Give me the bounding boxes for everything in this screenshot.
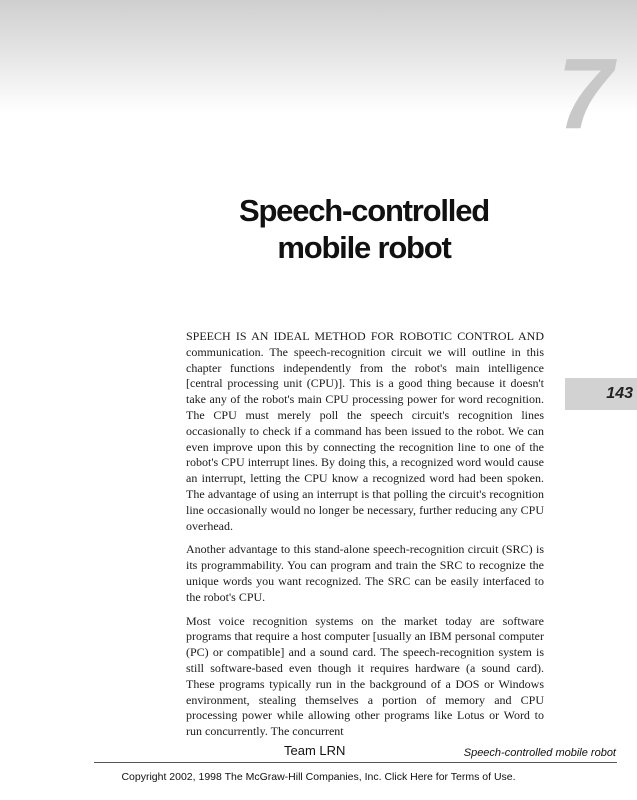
chapter-title-line-1: Speech-controlled bbox=[238, 193, 490, 228]
copyright-notice bbox=[0, 770, 637, 784]
paragraph: Another advantage to this stand-alone speech-recognition circuit (SRC) is its programmability. You can program and train the SRC to recognize the unique words you want recognized. The SRC can be easily interfaced to the robot's CPU. bbox=[186, 542, 544, 604]
terms-of-use-link[interactable]: Click Here for Terms of Use. bbox=[384, 771, 516, 783]
body-text bbox=[186, 329, 544, 748]
paragraph: Most voice recognition systems on the market today are software programs that require a host computer [usually an IBM personal computer (PC) or compatible] and a sound card. The speech-recognition system is still software-based even though it requires hardware (a sound card). These programs typically run in the background of a DOS or Windows environment, stealing themselves a portion of memory and CPU processing power while allowing other programs like Lotus or Word to run concurrently. The concurrent bbox=[186, 613, 544, 739]
chapter-number: 7 bbox=[557, 38, 613, 150]
footer-team-label: Team LRN bbox=[284, 743, 346, 758]
chapter-title bbox=[200, 192, 528, 266]
copyright-text: Copyright 2002, 1998 The McGraw-Hill Companies, Inc. bbox=[121, 771, 385, 783]
chapter-title-line-2: mobile robot bbox=[277, 230, 451, 265]
paragraph: SPEECH IS AN IDEAL METHOD FOR ROBOTIC CONTROL AND communication. The speech-recognition circuit we will outline in this chapter functions independently from the robot's main intelligence [central processing unit (CPU)]. This is a good thing because it doesn't take any of the robot's main CPU processing power for word recognition. The CPU must merely poll the speech circuit's recognition lines occasionally to check if a command has been issued to the robot. We can even improve upon this by connecting the recognition line to one of the robot's CPU interrupt lines. By doing this, a recognized word would cause an interrupt, letting the CPU know a recognized word had been spoken. The advantage of using an interrupt is that polling the circuit's recognition line occasionally would no longer be necessary, further reducing any CPU overhead. bbox=[186, 329, 544, 533]
footer-divider bbox=[94, 762, 617, 763]
page-number: 143 bbox=[606, 385, 633, 402]
page-number-tab bbox=[565, 378, 637, 410]
header-gradient bbox=[0, 0, 637, 112]
footer-running-title: Speech-controlled mobile robot bbox=[463, 747, 616, 759]
